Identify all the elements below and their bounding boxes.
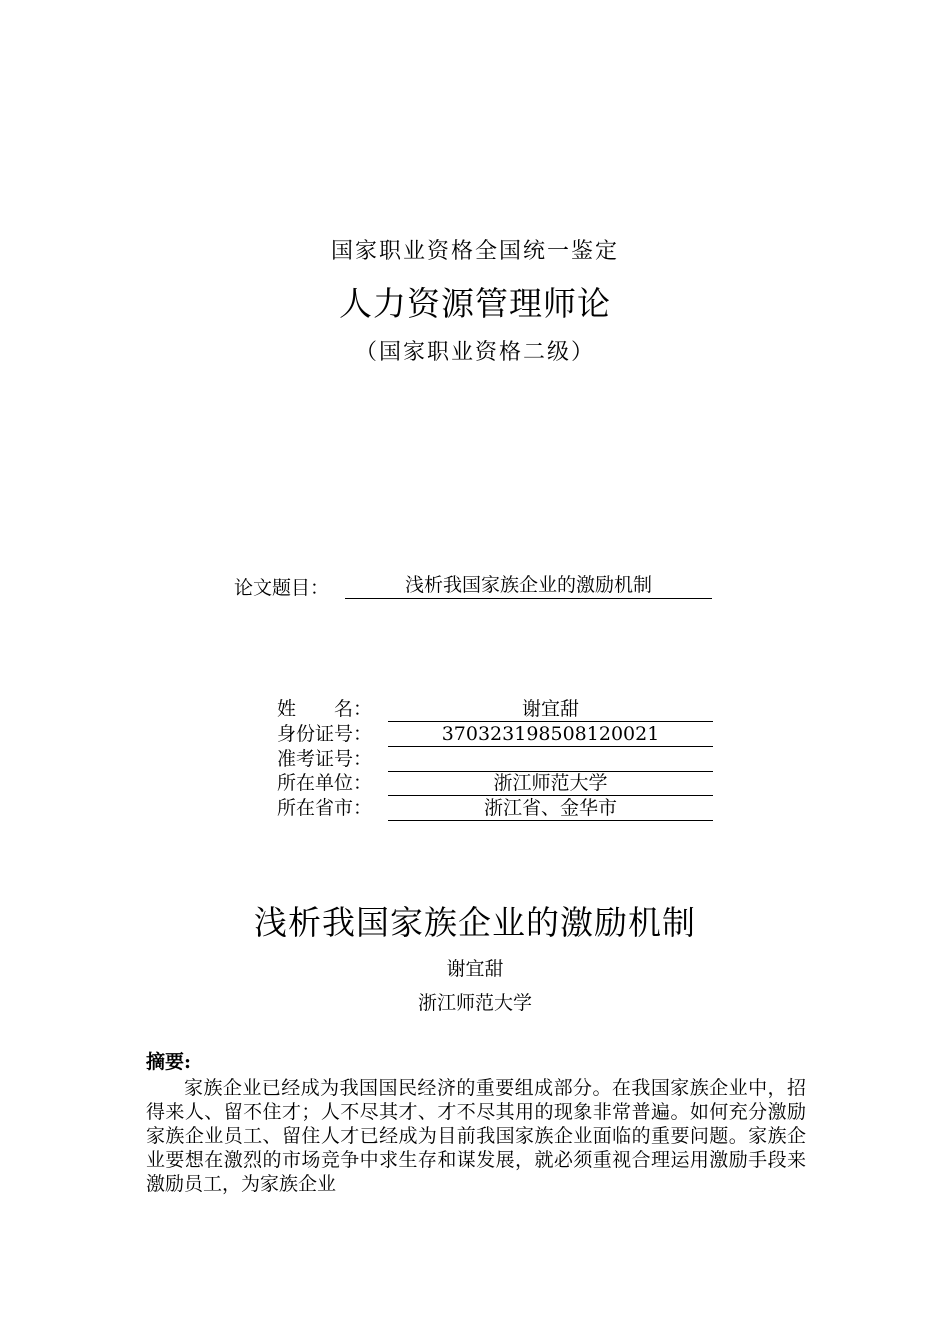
paper-title: 浅析我国家族企业的激励机制 bbox=[254, 903, 696, 942]
id-number-value: 370323198508120021 bbox=[388, 722, 713, 747]
qualification-level: （国家职业资格二级） bbox=[354, 340, 595, 365]
paper-author: 谢宜甜 bbox=[446, 958, 504, 980]
organization-value: 浙江师范大学 bbox=[388, 771, 713, 796]
exam-number-value bbox=[388, 747, 713, 772]
thesis-title-label: 论文题目： bbox=[234, 577, 330, 599]
paper-affiliation: 浙江师范大学 bbox=[417, 992, 532, 1014]
info-label: 姓 名： bbox=[277, 698, 373, 720]
info-label: 身份证号： bbox=[277, 723, 373, 745]
abstract-heading: 摘要: bbox=[146, 1051, 192, 1073]
info-label: 所在单位： bbox=[277, 772, 373, 794]
abstract-body: 家族企业已经成为我国国民经济的重要组成部分。在我国家族企业中，招得来人、留不住才；人不尽其才、才不尽其用的现象非常普遍。如何充分激励家族企业员工、留住人才已经成为目前我国家族企业面临的重要问题。家族企业要想在激烈的市场竞争中求生存和谋发展，就必须重视合理运用激励手段来激励员工，为家族企业 bbox=[146, 1077, 806, 1195]
exam-header: 国家职业资格全国统一鉴定 bbox=[330, 239, 619, 264]
document-title: 人力资源管理师论 bbox=[339, 284, 611, 323]
name-value: 谢宜甜 bbox=[388, 697, 713, 722]
location-value: 浙江省、金华市 bbox=[388, 796, 713, 821]
info-label: 准考证号： bbox=[277, 748, 373, 770]
thesis-title-value: 浅析我国家族企业的激励机制 bbox=[345, 573, 712, 599]
info-label: 所在省市： bbox=[277, 797, 373, 819]
